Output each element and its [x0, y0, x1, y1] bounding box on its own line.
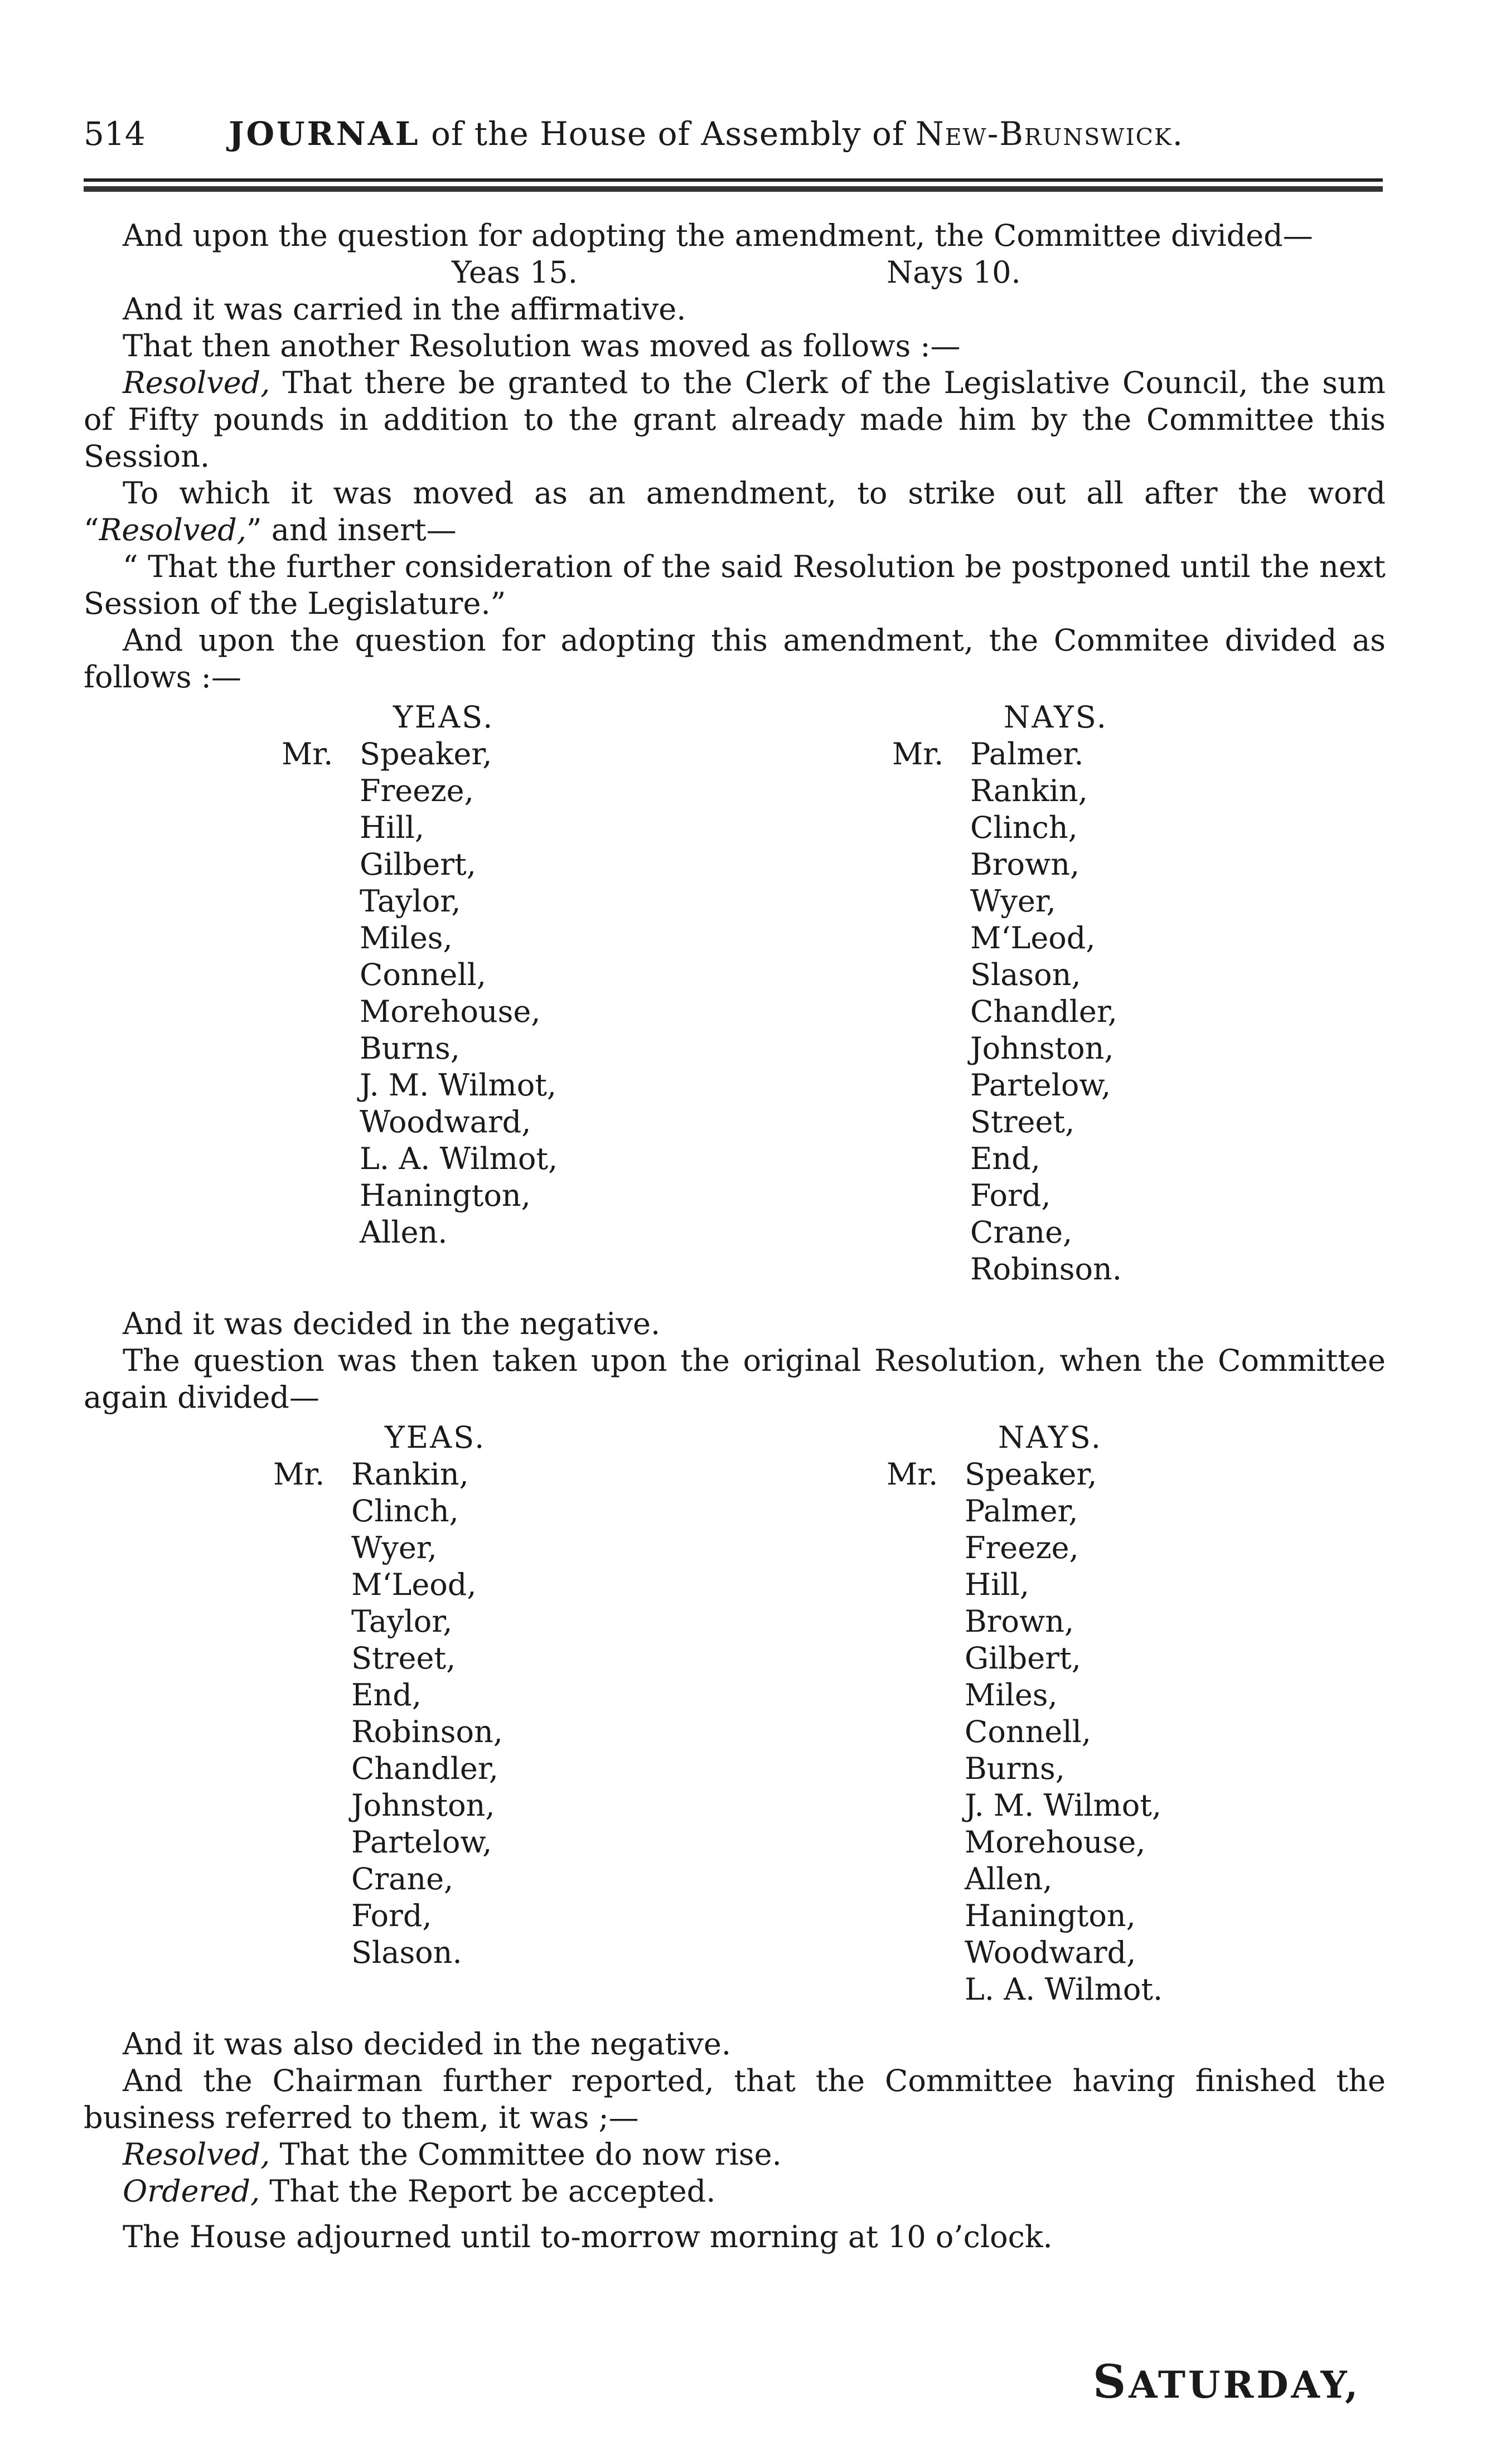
member-name: Connell, — [360, 957, 487, 992]
vote2-nays-row — [887, 1603, 1163, 1640]
vote1-yeas-row — [282, 846, 558, 883]
vote1-nays-row — [892, 846, 1122, 883]
member-name: Crane, — [351, 1861, 454, 1896]
header-title-mid: of the House of Assembly of — [430, 115, 905, 153]
vote2-nays-row — [887, 1971, 1163, 2008]
vote1-nays-column — [892, 699, 1122, 1288]
header-rule-double — [84, 186, 1383, 192]
member-name: Ford, — [970, 1178, 1051, 1213]
vote1-nays-row — [892, 1251, 1122, 1288]
member-name: Morehouse, — [965, 1825, 1146, 1860]
member-name: Hill, — [965, 1567, 1030, 1602]
vote1-nays-row — [892, 1214, 1122, 1251]
vote1-nays-row — [892, 883, 1122, 920]
paragraph-resolved-rise — [84, 2136, 1386, 2173]
header-title — [229, 115, 1184, 153]
member-name: Freeze, — [360, 773, 474, 808]
vote2-yeas-list — [273, 1456, 503, 1971]
vote2-yeas-row — [273, 1493, 503, 1530]
vote2-yeas-column — [273, 1419, 503, 1971]
vote2-yeas-row — [273, 1603, 503, 1640]
vote1-yeas-header: YEAS. — [393, 700, 495, 735]
vote1-yeas-row — [282, 1104, 558, 1141]
vote1-yeas-row — [282, 957, 558, 993]
vote1-nays-row — [892, 1067, 1122, 1104]
member-name: Wyer, — [970, 884, 1056, 919]
member-name: Brown, — [970, 847, 1080, 882]
vote1-nays-row — [892, 736, 1122, 773]
member-name: Burns, — [360, 1031, 460, 1066]
member-name: Clinch, — [351, 1493, 459, 1529]
member-name: Crane, — [970, 1215, 1073, 1250]
tally-yeas: Yeas 15. — [452, 255, 578, 290]
vote2-nays-column — [887, 1419, 1163, 2008]
member-name: Rankin, — [970, 773, 1088, 808]
member-name: Partelow, — [351, 1825, 492, 1860]
vote1-yeas-row — [282, 736, 558, 773]
vote1-nays-row — [892, 1104, 1122, 1141]
member-name: Taylor, — [351, 1604, 453, 1639]
mr-prefix: Mr. — [892, 736, 944, 772]
member-name: Robinson. — [970, 1252, 1122, 1287]
vote2-nays-row — [887, 1640, 1163, 1677]
mr-prefix: Mr. — [273, 1457, 325, 1492]
catchword — [1093, 2355, 1361, 2409]
member-name: Palmer, — [965, 1493, 1078, 1529]
vote2-yeas-row — [273, 1750, 503, 1787]
vote1-yeas-column — [282, 699, 558, 1251]
member-name: Slason, — [970, 957, 1081, 992]
member-name: L. A. Wilmot. — [965, 1972, 1163, 2007]
amendment-text-b: ” and insert— — [246, 512, 457, 547]
vote2-nays-row — [887, 1787, 1163, 1824]
vote1-yeas-row — [282, 1030, 558, 1067]
vote1-nays-row — [892, 773, 1122, 809]
member-name: J. M. Wilmot, — [360, 1068, 557, 1103]
vote2-nays-row — [887, 1566, 1163, 1603]
member-name: L. A. Wilmot, — [360, 1141, 558, 1176]
vote2-yeas-row — [273, 1824, 503, 1861]
paragraph-question-division: And upon the question for adopting this amendment, the Commitee divided as follows :— — [84, 623, 1386, 695]
vote1-nays-row — [892, 809, 1122, 846]
vote1-yeas-row — [282, 883, 558, 920]
vote1-nays-row — [892, 1177, 1122, 1214]
vote2-nays-row — [887, 1677, 1163, 1714]
member-name: Miles, — [965, 1677, 1058, 1713]
vote1-nays-row — [892, 1030, 1122, 1067]
member-name: Robinson, — [351, 1714, 503, 1749]
paragraph-original-resolution: The question was then taken upon the original Resolution, when the Committee again divided— — [84, 1343, 1386, 1415]
member-name: Allen. — [360, 1215, 448, 1250]
vote2-nays-row — [887, 1750, 1163, 1787]
vote1-nays-header: NAYS. — [1004, 700, 1108, 735]
vote2-yeas-row — [273, 1677, 503, 1714]
member-name: Freeze, — [965, 1530, 1079, 1565]
ordered-text: That the Report be accepted. — [269, 2174, 716, 2209]
catchword-initial: S — [1093, 2355, 1129, 2409]
member-name: Hanington, — [360, 1178, 531, 1213]
vote2-nays-row — [887, 1493, 1163, 1530]
member-name: Chandler, — [351, 1751, 498, 1786]
paragraph-question-amendment: And upon the question for adopting the amendment, the Committee divided— — [123, 218, 1313, 253]
mr-prefix: Mr. — [887, 1457, 938, 1492]
vote2-yeas-row — [273, 1530, 503, 1566]
member-name: Clinch, — [970, 810, 1078, 845]
journal-body — [84, 217, 1386, 2256]
ordered-word: Ordered, — [123, 2174, 260, 2209]
paragraph-ordered — [84, 2173, 1386, 2210]
member-name: M‘Leod, — [351, 1567, 477, 1602]
resolved-word: Resolved, — [123, 365, 270, 400]
resolved-rise-text: That the Committee do now rise. — [279, 2137, 782, 2172]
vote1-yeas-row — [282, 773, 558, 809]
member-name: Slason. — [351, 1935, 462, 1970]
vote1-nays-row — [892, 957, 1122, 993]
vote2-yeas-row — [273, 1566, 503, 1603]
member-name: Street, — [970, 1104, 1075, 1139]
header-title-journal: JOURNAL — [229, 115, 420, 153]
catchword-rest: ATURDAY, — [1129, 2363, 1361, 2407]
member-name: Rankin, — [351, 1457, 469, 1492]
member-name: Chandler, — [970, 994, 1117, 1029]
vote2-yeas-header: YEAS. — [385, 1420, 486, 1455]
vote2-nays-header: NAYS. — [998, 1420, 1102, 1455]
amendment-resolved-word: Resolved, — [99, 512, 246, 547]
member-name: Johnston, — [351, 1788, 495, 1823]
paragraph-resolved-grant — [84, 365, 1386, 475]
vote1-nays-list — [892, 736, 1122, 1288]
member-name: Wyer, — [351, 1530, 437, 1565]
resolved-rise-word: Resolved, — [123, 2137, 270, 2172]
vote1-yeas-row — [282, 1177, 558, 1214]
vote2-yeas-row — [273, 1456, 503, 1493]
member-name: Ford, — [351, 1898, 432, 1933]
header-title-place: New-Brunswick. — [915, 115, 1184, 153]
member-name: M‘Leod, — [970, 920, 1096, 955]
member-name: End, — [970, 1141, 1040, 1176]
amendment-text-a: To which it was moved as an amendment, to strike out all after the word “ — [84, 476, 1386, 547]
member-name: End, — [351, 1677, 422, 1713]
vote1-yeas-row — [282, 1067, 558, 1104]
member-name: Hill, — [360, 810, 425, 845]
vote2-nays-row — [887, 1898, 1163, 1934]
vote2-nays-list — [887, 1456, 1163, 2008]
vote2-yeas-row — [273, 1714, 503, 1750]
member-name: Gilbert, — [360, 847, 476, 882]
member-name: Street, — [351, 1641, 456, 1676]
vote2-nays-row — [887, 1456, 1163, 1493]
vote2-nays-row — [887, 1934, 1163, 1971]
paragraph-also-negative: And it was also decided in the negative. — [123, 2026, 731, 2062]
header-rule — [84, 178, 1383, 182]
vote1-yeas-row — [282, 1214, 558, 1251]
member-name: Brown, — [965, 1604, 1074, 1639]
vote2-yeas-row — [273, 1934, 503, 1971]
tally-nays: Nays 10. — [887, 255, 1021, 290]
mr-prefix: Mr. — [282, 736, 333, 772]
member-name: Taylor, — [360, 884, 461, 919]
member-name: Woodward, — [360, 1104, 531, 1139]
vote2-nays-row — [887, 1714, 1163, 1750]
member-name: Partelow, — [970, 1068, 1111, 1103]
vote2-yeas-row — [273, 1787, 503, 1824]
vote2-yeas-row — [273, 1861, 503, 1898]
vote-table-amendment — [84, 699, 1386, 1301]
member-name: Allen, — [965, 1861, 1053, 1896]
vote2-nays-row — [887, 1530, 1163, 1566]
paragraph-postpone: “ That the further consideration of the said Resolution be postponed until the next Session of the Legislature.” — [84, 549, 1386, 621]
member-name: Speaker, — [360, 736, 492, 772]
member-name: Miles, — [360, 920, 453, 955]
vote1-yeas-row — [282, 993, 558, 1030]
vote1-yeas-row — [282, 1141, 558, 1177]
vote1-nays-row — [892, 993, 1122, 1030]
vote2-yeas-row — [273, 1640, 503, 1677]
vote1-yeas-list — [282, 736, 558, 1251]
vote2-yeas-row — [273, 1898, 503, 1934]
vote2-nays-row — [887, 1861, 1163, 1898]
member-name: Palmer. — [970, 736, 1084, 772]
member-name: Connell, — [965, 1714, 1092, 1749]
paragraph-chairman-report: And the Chairman further reported, that the Committee having finished the business referred to them, it was ;— — [84, 2063, 1386, 2135]
paragraph-adjourned: The House adjourned until to-morrow morning at 10 o’clock. — [123, 2219, 1053, 2254]
member-name: Burns, — [965, 1751, 1065, 1786]
member-name: Johnston, — [970, 1031, 1114, 1066]
member-name: Hanington, — [965, 1898, 1136, 1933]
vote1-nays-row — [892, 920, 1122, 957]
member-name: J. M. Wilmot, — [965, 1788, 1162, 1823]
page-number: 514 — [84, 115, 146, 153]
member-name: Morehouse, — [360, 994, 541, 1029]
paragraph-decided-negative: And it was decided in the negative. — [123, 1306, 661, 1341]
member-name: Speaker, — [965, 1457, 1097, 1492]
vote1-yeas-row — [282, 809, 558, 846]
member-name: Gilbert, — [965, 1641, 1081, 1676]
member-name: Woodward, — [965, 1935, 1136, 1970]
resolved-grant-text: That there be granted to the Clerk of the Legislative Council, the sum of Fifty pounds in addition to the grant already made him by the Committee this Session. — [84, 365, 1386, 474]
vote1-nays-row — [892, 1141, 1122, 1177]
paragraph-carried: And it was carried in the affirmative. — [123, 292, 686, 327]
paragraph-another-resolution: That then another Resolution was moved as follows :— — [123, 328, 961, 363]
tally-line — [84, 254, 1386, 291]
vote2-nays-row — [887, 1824, 1163, 1861]
vote-table-original — [84, 1419, 1386, 2021]
paragraph-amendment-strike — [84, 475, 1386, 549]
vote1-yeas-row — [282, 920, 558, 957]
running-header — [84, 115, 1383, 165]
